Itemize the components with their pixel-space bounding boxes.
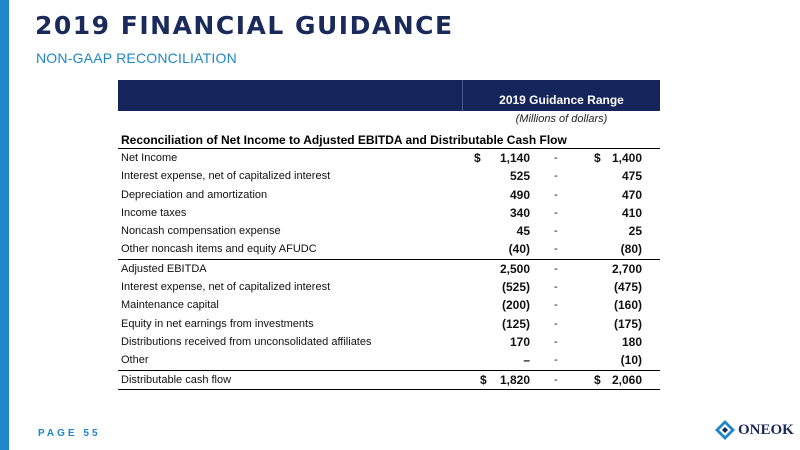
dollar-sign: $ bbox=[480, 372, 487, 387]
table-row bbox=[118, 240, 660, 258]
page-subtitle: NON-GAAP RECONCILIATION bbox=[36, 50, 237, 66]
high-value: (160) bbox=[613, 298, 642, 313]
low-value: (40) bbox=[508, 242, 530, 257]
high-value: 2,060 bbox=[611, 372, 642, 387]
table-row bbox=[118, 186, 660, 204]
distributable-cash-flow-row bbox=[118, 370, 660, 390]
logo-wordmark: ONEOK bbox=[738, 422, 794, 438]
low-value: (200) bbox=[501, 298, 530, 313]
table-row bbox=[118, 315, 660, 333]
range-separator: - bbox=[554, 262, 558, 275]
table-row bbox=[118, 333, 660, 351]
low-value: 45 bbox=[516, 224, 530, 239]
low-value: 2,500 bbox=[499, 261, 530, 276]
page-number: PAGE 55 bbox=[38, 428, 101, 439]
table-row bbox=[118, 222, 660, 240]
table-row bbox=[118, 204, 660, 222]
row-label: Interest expense, net of capitalized interest bbox=[121, 170, 331, 183]
high-value: 1,400 bbox=[611, 151, 642, 165]
table-row bbox=[118, 296, 660, 314]
oneok-diamond-icon bbox=[714, 419, 736, 441]
row-label: Distributions received from unconsolidated affiliates bbox=[121, 335, 372, 348]
high-value: (475) bbox=[613, 280, 642, 295]
table-row bbox=[118, 351, 660, 369]
page-title: 2019 FINANCIAL GUIDANCE bbox=[35, 11, 454, 40]
row-label: Distributable cash flow bbox=[121, 373, 232, 386]
row-label: Adjusted EBITDA bbox=[121, 262, 207, 275]
dollar-sign: $ bbox=[594, 151, 601, 165]
left-accent-bar bbox=[0, 0, 9, 450]
units-label: (Millions of dollars) bbox=[515, 113, 608, 125]
range-separator: - bbox=[554, 317, 558, 330]
table-row bbox=[118, 278, 660, 296]
table-row bbox=[118, 149, 660, 167]
adjusted-ebitda-row bbox=[118, 259, 660, 278]
range-separator: - bbox=[554, 243, 558, 256]
high-value: 25 bbox=[628, 224, 642, 239]
row-label: Net Income bbox=[121, 152, 178, 164]
low-value: 1,140 bbox=[499, 151, 530, 165]
row-label: Depreciation and amortization bbox=[121, 188, 268, 201]
low-value: 525 bbox=[509, 169, 530, 184]
low-value: 1,820 bbox=[499, 372, 530, 387]
row-label: Interest expense, net of capitalized interest bbox=[121, 281, 331, 294]
low-value: 490 bbox=[509, 187, 530, 202]
high-value: (175) bbox=[613, 316, 642, 331]
oneok-logo bbox=[714, 419, 794, 441]
range-separator: - bbox=[554, 225, 558, 238]
range-separator: - bbox=[554, 170, 558, 183]
reconciliation-heading: Reconciliation of Net Income to Adjusted EBITDA and Distributable Cash Flow bbox=[121, 133, 567, 147]
high-value: 475 bbox=[621, 169, 642, 184]
range-separator: - bbox=[554, 354, 558, 367]
low-value: – bbox=[523, 353, 530, 368]
dollar-sign: $ bbox=[474, 151, 481, 165]
row-label: Noncash compensation expense bbox=[121, 225, 281, 238]
high-value: (10) bbox=[620, 353, 642, 368]
low-value: 340 bbox=[509, 205, 530, 220]
range-separator: - bbox=[554, 206, 558, 219]
range-separator: - bbox=[554, 188, 558, 201]
high-value: 2,700 bbox=[611, 261, 642, 276]
low-value: (125) bbox=[501, 316, 530, 331]
high-value: (80) bbox=[620, 242, 642, 257]
high-value: 180 bbox=[621, 334, 642, 349]
range-separator: - bbox=[554, 281, 558, 294]
row-label: Other bbox=[121, 354, 149, 367]
table-row bbox=[118, 167, 660, 185]
row-label: Other noncash items and equity AFUDC bbox=[121, 243, 317, 256]
row-label: Income taxes bbox=[121, 206, 187, 219]
range-separator: - bbox=[554, 373, 558, 386]
dollar-sign: $ bbox=[594, 372, 601, 387]
range-separator: - bbox=[554, 299, 558, 312]
high-value: 470 bbox=[621, 187, 642, 202]
range-separator: - bbox=[554, 152, 558, 164]
low-value: (525) bbox=[501, 280, 530, 295]
guidance-range-label: 2019 Guidance Range bbox=[499, 93, 624, 107]
high-value: 410 bbox=[621, 205, 642, 220]
low-value: 170 bbox=[509, 334, 530, 349]
row-label: Equity in net earnings from investments bbox=[121, 317, 314, 330]
reconciliation-table bbox=[118, 149, 660, 390]
range-separator: - bbox=[554, 335, 558, 348]
row-label: Maintenance capital bbox=[121, 299, 219, 312]
